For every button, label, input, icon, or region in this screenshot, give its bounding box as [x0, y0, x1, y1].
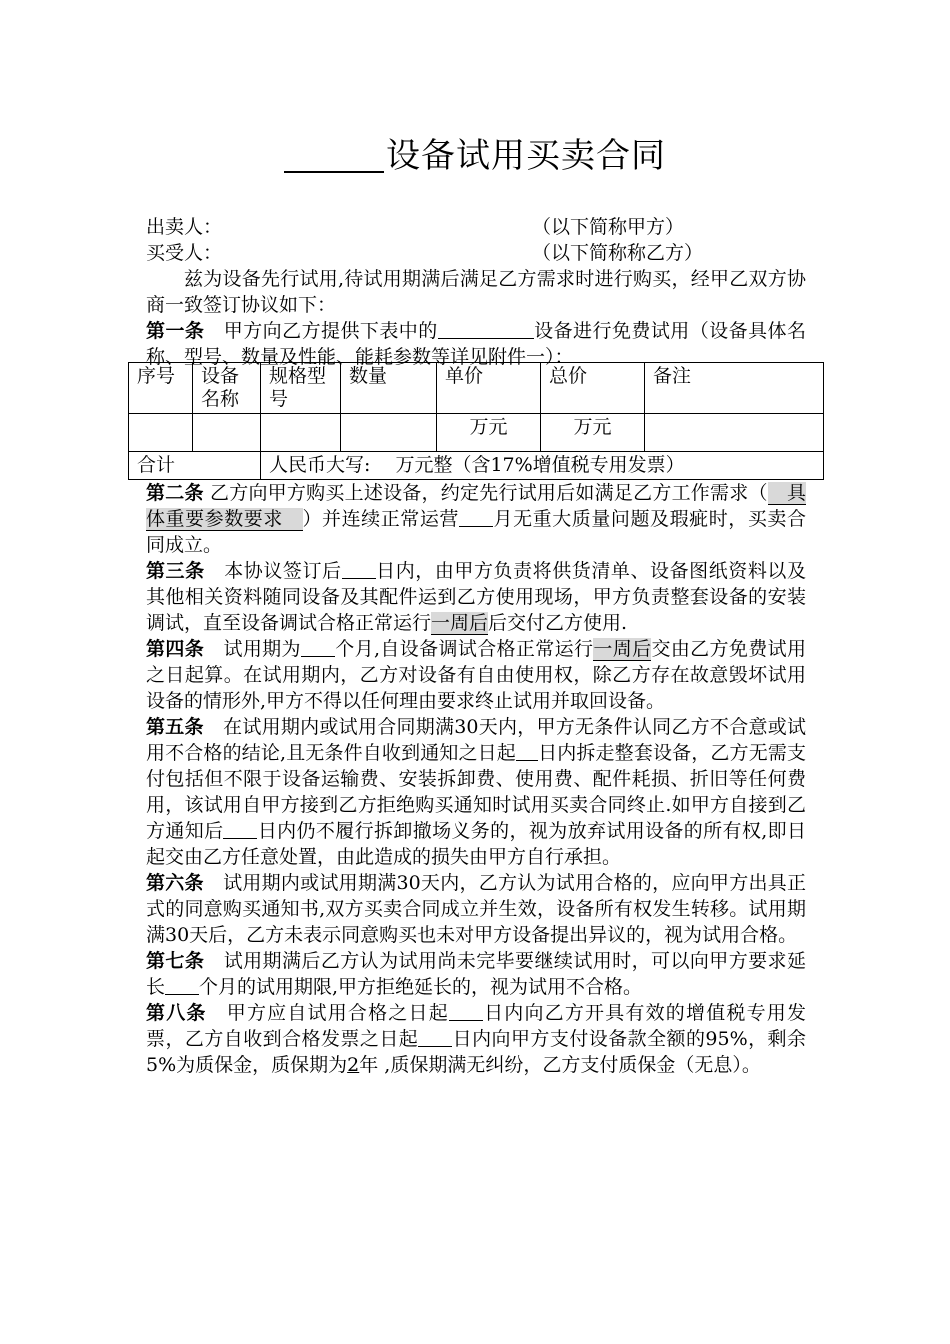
article-2	[146, 480, 806, 558]
article-2-heading: 第二条	[146, 482, 204, 504]
article-3-text-c: 后交付乙方使用.	[488, 612, 628, 634]
article-2-text-c: 月无重大质量问题及瑕疵时，买卖合同成立。	[146, 508, 806, 556]
article-2-text-b: ）并连续正常运营	[302, 508, 459, 530]
table-header-row	[129, 363, 824, 414]
col-header-qty: 数量	[341, 363, 437, 414]
one-week-field-2: 一周后	[593, 638, 652, 660]
col-header-index: 序号	[129, 363, 193, 414]
col-header-total-price: 总价	[541, 363, 645, 414]
buyer-note: （以下简称称乙方）	[532, 242, 704, 264]
cell-qty	[341, 414, 437, 452]
article-6	[146, 870, 806, 948]
article-8-text-d: 年 ,质保期满无纠纷，乙方支付质保金（无息）。	[359, 1054, 761, 1076]
article-8-text-b: 日内向乙方开具有效的增值税专用发票，乙方自收到合格发票之日起	[146, 1002, 806, 1050]
warranty-years-value: 2	[347, 1054, 360, 1076]
cell-total-price: 万元	[541, 414, 645, 452]
article-1-heading: 第一条	[146, 320, 205, 342]
trial-months-blank	[301, 636, 335, 657]
device-name-blank	[438, 318, 534, 339]
seller-line	[146, 214, 685, 240]
article-1-text-b: 设备进行免费试用（设备具体名称、型号、数量及性能、能耗参数等详见附件一）：	[146, 320, 806, 368]
title-blank	[284, 141, 384, 173]
intro-paragraph: 兹为设备先行试用,待试用期满后满足乙方需求时进行购买，经甲乙双方协商一致签订协议如下：	[146, 268, 806, 316]
article-7-text-b: 个月的试用期限,甲方拒绝延长的，视为试用不合格。	[199, 976, 643, 998]
months-blank	[459, 506, 493, 527]
article-3-heading: 第三条	[146, 560, 205, 582]
contract-body	[146, 480, 806, 1078]
dismantle-days-blank	[223, 818, 257, 839]
cell-index	[129, 414, 193, 452]
title-text: 设备试用买卖合同	[386, 136, 666, 176]
total-label-cell: 合计	[129, 452, 261, 480]
article-8-heading: 第八条	[146, 1002, 207, 1024]
cell-unit-price: 万元	[437, 414, 541, 452]
parameter-requirement-field: 具体重要参数要求	[146, 482, 806, 530]
article-6-heading: 第六条	[146, 872, 204, 894]
article-3-text-b: 日内，由甲方负责将供货清单、设备图纸资料以及其他相关资料随同设备及其配件运到乙方使用现场，甲方负责整套设备的安装调试，直至设备调试合格正常运行	[146, 560, 806, 634]
article-5-text-c: 日内仍不履行拆卸撤场义务的，视为放弃试用设备的所有权,即日起交由乙方任意处置，由此造成的损失由甲方自行承担。	[146, 820, 806, 868]
seller-label: 出卖人：	[146, 216, 223, 238]
extension-months-blank	[165, 974, 199, 995]
article-7-heading: 第七条	[146, 950, 205, 972]
cell-model	[261, 414, 341, 452]
article-4	[146, 636, 806, 714]
contract-body-top	[146, 266, 806, 370]
article-8	[146, 1000, 806, 1078]
one-week-field: 一周后	[431, 612, 489, 634]
col-header-unit-price: 单价	[437, 363, 541, 414]
buyer-label: 买受人：	[146, 242, 223, 264]
col-header-device: 设备名称	[193, 363, 261, 414]
article-7-text-a: 试用期满后乙方认为试用尚未完毕要继续试用时，可以向甲方要求延长	[146, 950, 806, 998]
seller-note: （以下简称甲方）	[532, 216, 685, 238]
article-8-text-c: 日内向甲方支付设备款全额的95%，剩余5%为质保金，质保期为	[146, 1028, 806, 1076]
article-4-text-c: 交由乙方免费试用之日起算。在试用期内，乙方对设备有自由使用权，除乙方存在故意毁坏试用设备的情形外,甲方不得以任何理由要求终止试用并取回设备。	[146, 638, 806, 712]
article-5-heading: 第五条	[146, 716, 204, 738]
cell-device	[193, 414, 261, 452]
contract-title	[0, 128, 950, 177]
article-5-text-b: 日内拆走整套设备，乙方无需支付包括但不限于设备运输费、安装拆卸费、使用费、配件耗损、折旧等任何费用，该试用自甲方接到乙方拒绝购买通知时试用买卖合同终止.如甲方自接到乙方通知后	[146, 742, 806, 842]
col-header-model: 规格型号	[261, 363, 341, 414]
article-8-text-a: 甲方应自试用合格之日起	[206, 1002, 449, 1024]
article-5-text-a: 在试用期内或试用合同期满30天内，甲方无条件认同乙方不合意或试用不合格的结论,且无条件自收到通知之日起	[146, 716, 806, 764]
article-2-text-a: 乙方向甲方购买上述设备，约定先行试用后如满足乙方工作需求（	[203, 482, 768, 504]
equipment-table	[128, 362, 824, 480]
article-1-text-a: 甲方向乙方提供下表中的	[204, 320, 438, 342]
payment-days-blank	[418, 1026, 452, 1047]
removal-days-blank	[516, 740, 538, 761]
article-5	[146, 714, 806, 870]
total-amount-cell: 人民币大写: 万元整（含17%增值税专用发票）	[261, 452, 824, 480]
article-4-heading: 第四条	[146, 638, 205, 660]
article-4-text-a: 试用期为	[204, 638, 301, 660]
col-header-remark: 备注	[645, 363, 824, 414]
buyer-line	[146, 240, 704, 266]
article-3	[146, 558, 806, 636]
days-blank	[342, 558, 376, 579]
invoice-days-blank	[449, 1000, 483, 1021]
article-4-text-b: 个月,自设备调试合格正常运行	[334, 638, 594, 660]
article-6-text: 试用期内或试用期满30天内，乙方认为试用合格的，应向甲方出具正式的同意购买通知书,双方买卖合同成立并生效，设备所有权发生转移。试用期满30天后，乙方未表示同意购买也未对甲方设备提出异议的，视为试用合格。	[146, 872, 806, 946]
table-total-row	[129, 452, 824, 480]
article-7	[146, 948, 806, 1000]
table-row	[129, 414, 824, 452]
cell-remark	[645, 414, 824, 452]
article-3-text-a: 本协议签订后	[204, 560, 342, 582]
